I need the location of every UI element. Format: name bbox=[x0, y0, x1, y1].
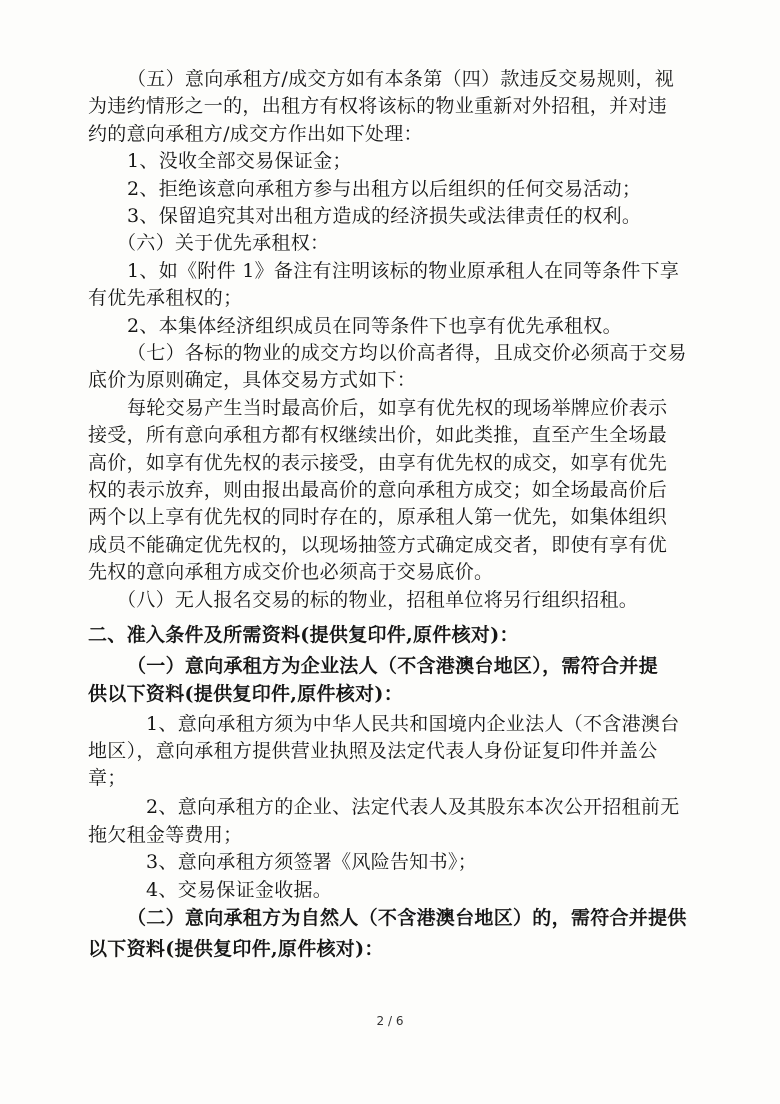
text-line: 约的意向承租方/成交方作出如下处理： bbox=[88, 123, 423, 145]
text-line: 拖欠租金等费用； bbox=[88, 824, 243, 846]
subsection-heading: （二）意向承租方为自然人（不含港澳台地区）的，需符合并提供 bbox=[127, 907, 687, 929]
section-heading: 二、准入条件及所需资料(提供复印件,原件核对)： bbox=[88, 624, 519, 646]
text-line: （八）无人报名交易的标的物业，招租单位将另行组织招租。 bbox=[117, 589, 639, 611]
text-line: 4、交易保证金收据。 bbox=[146, 879, 333, 901]
text-line: （七）各标的物业的成交方均以价高者得，且成交价必须高于交易 bbox=[127, 342, 687, 364]
text-line: 两个以上享有优先权的同时存在的，原承租人第一优先，如集体组织 bbox=[88, 506, 668, 528]
text-line: 2、意向承租方的企业、法定代表人及其股东本次公开招租前无 bbox=[146, 796, 680, 818]
text-line: 1、没收全部交易保证金； bbox=[127, 150, 352, 172]
text-line: 1、意向承租方须为中华人民共和国境内企业法人（不含港澳台 bbox=[146, 713, 680, 735]
text-line: 底价为原则确定，具体交易方式如下： bbox=[88, 369, 417, 391]
subsection-heading: 供以下资料(提供复印件,原件核对)： bbox=[88, 683, 403, 705]
text-line: （五）意向承租方/成交方如有本条第（四）款违反交易规则，视 bbox=[127, 68, 675, 90]
text-line: 3、意向承租方须签署《风险告知书》； bbox=[146, 851, 477, 873]
text-line: 每轮交易产生当时最高价后，如享有优先权的现场举牌应价表示 bbox=[127, 397, 668, 419]
text-line: 成员不能确定优先权的，以现场抽签方式确定成交者，即使有享有优 bbox=[88, 534, 668, 556]
text-line: 为违约情形之一的，出租方有权将该标的物业重新对外招租，并对违 bbox=[88, 95, 668, 117]
text-line: 先权的意向承租方成交价也必须高于交易底价。 bbox=[88, 561, 494, 583]
text-line: 高价，如享有优先权的表示接受，由享有优先权的成交，如享有优先 bbox=[88, 452, 668, 474]
subsection-heading: 以下资料(提供复印件,原件核对)： bbox=[88, 938, 384, 960]
text-line: 3、保留追究其对出租方造成的经济损失或法律责任的权利。 bbox=[127, 205, 642, 227]
text-line: 接受，所有意向承租方都有权继续出价，如此类推，直至产生全场最 bbox=[88, 424, 668, 446]
subsection-heading: （一）意向承租方为企业法人（不含港澳台地区），需符合并提 bbox=[127, 655, 658, 677]
text-line: 地区），意向承租方提供营业执照及法定代表人身份证复印件并盖公 bbox=[88, 740, 658, 762]
text-line: 权的表示放弃，则由报出最高价的意向承租方成交；如全场最高价后 bbox=[88, 479, 668, 501]
text-line: 2、拒绝该意向承租方参与出租方以后组织的任何交易活动； bbox=[127, 178, 642, 200]
text-line: 有优先承租权的； bbox=[88, 287, 243, 309]
page-number: 2 / 6 bbox=[376, 1014, 404, 1028]
text-line: 1、如《附件 1》备注有注明该标的物业原承租人在同等条件下享 bbox=[127, 260, 680, 282]
text-line: 2、本集体经济组织成员在同等条件下也享有优先承租权。 bbox=[127, 315, 622, 337]
text-line: 章； bbox=[88, 767, 127, 789]
text-line: （六）关于优先承租权： bbox=[117, 232, 330, 254]
